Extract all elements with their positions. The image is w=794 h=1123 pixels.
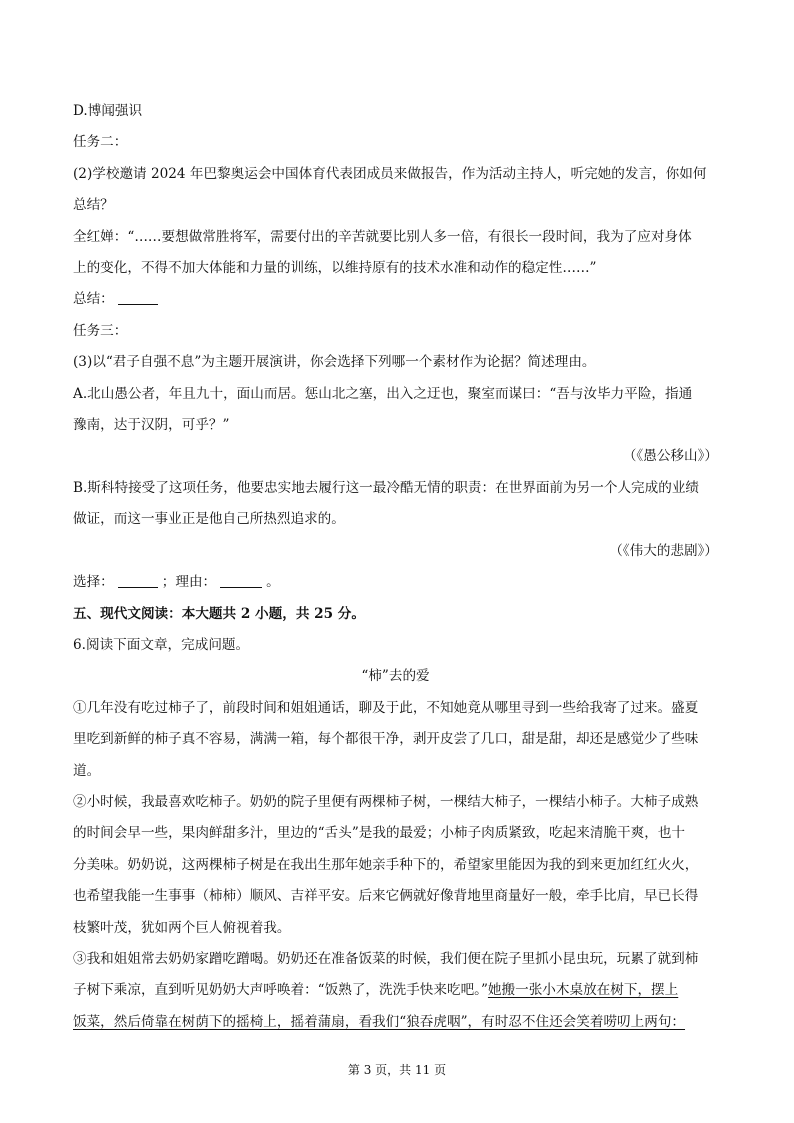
question-2-line-1: (2)学校邀请 2024 年巴黎奥运会中国体育代表团成员来做报告，作为活动主持人，听完她的发言，你如何 xyxy=(73,165,707,182)
question-3: (3)以“君子自强不息”为主题开展演讲，你会选择下列哪一个素材作为论据？简述理由。 xyxy=(73,354,596,371)
paragraph-3-line-3: 饭菜，然后倚靠在树荫下的摇椅上，摇着蒲扇，看我们“狼吞虎咽”，有时忍不住还会笑着唠叨上两句： xyxy=(73,1013,686,1030)
task-two-heading: 任务二： xyxy=(73,134,128,151)
summary-label: 总结： xyxy=(73,291,114,308)
question-6-intro: 6.阅读下面文章，完成问题。 xyxy=(73,636,250,653)
reason-blank[interactable] xyxy=(220,573,262,588)
paragraph-3-line-1: ③我和姐姐常去奶奶家蹭吃蹭喝。奶奶还在准备饭菜的时候，我们便在院子里抓小昆虫玩，玩累了就到柿 xyxy=(73,950,699,967)
paragraph-2-line-4: 也希望我能一生事事（柿柿）顺风、吉祥平安。后来它俩就好像背地里商量好一般，牵手比肩，早已长得 xyxy=(73,888,699,905)
reason-label: ；理由： xyxy=(161,574,217,591)
paragraph-2-line-3: 分美味。奶奶说，这两棵柿子树是在我出生那年她亲手种下的，希望家里能因为我的到来更加红红火火， xyxy=(73,856,699,873)
choice-line-end: 。 xyxy=(266,574,280,591)
paragraph-2-line-2: 的时间会早一些，果肉鲜甜多汁，里边的“舌头”是我的最爱；小柿子肉质紧致，吃起来清脆干爽，也十 xyxy=(73,825,686,842)
page-footer: 第 3 页，共 11 页 xyxy=(347,1063,447,1077)
option-b-line-2: 做证，而这一事业正是他自己所热烈追求的。 xyxy=(73,511,345,528)
section-five-heading: 五、现代文阅读：本大题共 2 小题，共 25 分。 xyxy=(73,605,365,622)
option-b-source: （《伟大的悲剧》） xyxy=(609,542,718,559)
paragraph-3-text: 子树下乘凉，直到听见奶奶大声呼唤着：“饭熟了，洗洗手快来吃吧。” xyxy=(73,982,488,999)
paragraph-1-line-1: ①几年没有吃过柿子了，前段时间和姐姐通话，聊及于此，不知她竟从哪里寻到一些给我寄了过来。盛夏 xyxy=(73,699,699,716)
option-b-line-1: B.斯科特接受了这项任务，他要忠实地去履行这一最冷酷无情的职责：在世界面前为另一个人完成的业绩 xyxy=(73,479,700,496)
paragraph-2-line-5: 枝繁叶茂，犹如两个巨人俯视着我。 xyxy=(73,919,291,936)
question-2-line-2: 总结？ xyxy=(73,197,114,214)
option-a-source: （《愚公移山》） xyxy=(622,448,718,465)
task-three-heading: 任务三： xyxy=(73,322,128,339)
paragraph-1-line-2: 里吃到新鲜的柿子真不容易，满满一箱，每个都很干净，剥开皮尝了几口，甜是甜，却还是感觉少了些味 xyxy=(73,731,699,748)
article-title: “柿”去的爱 xyxy=(361,668,430,685)
paragraph-2-line-1: ②小时候，我最喜欢吃柿子。奶奶的院子里便有两棵柿子树，一棵结大柿子，一棵结小柿子。大柿子成熟 xyxy=(73,793,699,810)
choice-line xyxy=(73,567,718,598)
option-a-line-1: A.北山愚公者，年且九十，面山而居。惩山北之塞，出入之迂也，聚室而谋曰：“吾与汝毕力平险，指通 xyxy=(73,385,693,402)
choice-label: 选择： xyxy=(73,574,114,591)
option-d: D.博闻强识 xyxy=(73,103,143,119)
quote-line-1: 全红婵：“……要想做常胜将军，需要付出的辛苦就要比别人多一倍，有很长一段时间，我为了应对身体 xyxy=(73,228,692,245)
summary-blank[interactable] xyxy=(118,290,158,305)
underlined-sentence: 她搬一张小木桌放在树下，摆上 xyxy=(487,982,679,999)
choice-blank[interactable] xyxy=(118,573,158,588)
paragraph-1-line-3: 道。 xyxy=(73,762,101,779)
page-content xyxy=(73,96,718,1038)
quote-line-2: 上的变化，不得不加大体能和力量的训练，以维持原有的技术水准和动作的稳定性……” xyxy=(73,260,597,277)
paragraph-3-line-2 xyxy=(73,975,718,1006)
summary-line xyxy=(73,284,718,315)
option-a-line-2: 豫南，达于汉阴，可乎？” xyxy=(73,417,230,434)
